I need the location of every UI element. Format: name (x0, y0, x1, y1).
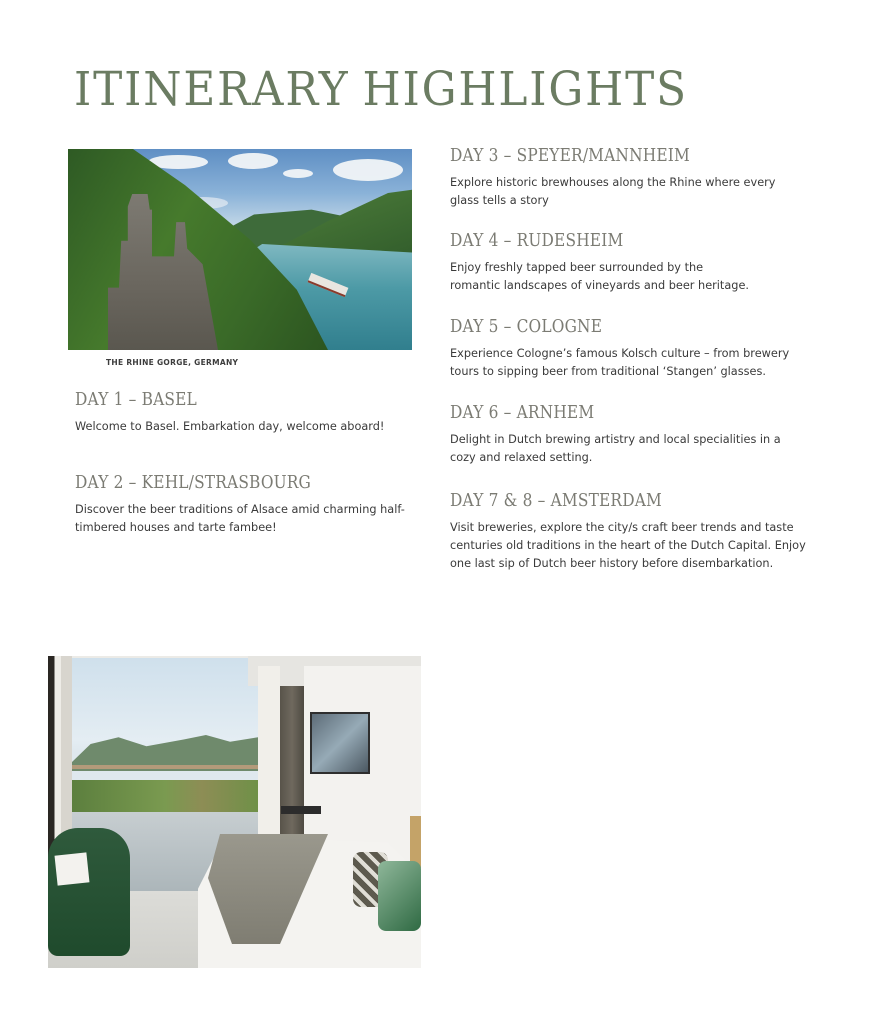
day-title: DAY 1 – BASEL (75, 390, 197, 410)
day-title: DAY 7 & 8 – AMSTERDAM (450, 491, 662, 511)
page-title (74, 62, 688, 117)
day-description: Enjoy freshly tapped beer surrounded by the romantic landscapes of vineyards and beer heritage. (450, 261, 749, 292)
day-description: Explore historic brewhouses along the Rhine where every glass tells a story (450, 176, 776, 207)
day-description: Experience Cologne’s famous Kolsch culture – from brewery tours to sipping beer from traditional ‘Stangen’ glasses. (450, 347, 790, 378)
day-title: DAY 5 – COLOGNE (450, 317, 603, 337)
day-entry-1 (75, 390, 405, 436)
day-entry-6 (450, 403, 810, 467)
page-title-word-1: ITINERARY (74, 62, 350, 117)
day-description: Visit breweries, explore the city/s craft beer trends and taste centuries old traditions in the heart of the Dutch Capital. Enjoy one last sip of Dutch beer history before disembarkation. (450, 521, 806, 570)
day-entry-7-8 (450, 491, 810, 573)
side-table (281, 806, 321, 814)
day-description: Discover the beer traditions of Alsace amid charming half-timbered houses and tarte fambee! (75, 503, 405, 534)
right-curtain (280, 686, 304, 846)
cloud (228, 153, 278, 169)
day-title: DAY 2 – KEHL/STRASBOURG (75, 473, 312, 493)
day-title: DAY 3 – SPEYER/MANNHEIM (450, 146, 690, 166)
balcony-rail (72, 765, 268, 769)
cloud (283, 169, 313, 178)
chair-cushion (55, 852, 90, 885)
day-entry-3 (450, 146, 795, 210)
day-description: Delight in Dutch brewing artistry and local specialities in a cozy and relaxed setting. (450, 433, 781, 464)
day-title: DAY 4 – RUDESHEIM (450, 231, 624, 251)
stateroom-photo (48, 656, 421, 968)
day-title: DAY 6 – ARNHEM (450, 403, 595, 423)
day-entry-4 (450, 231, 750, 295)
cloud (333, 159, 403, 181)
photo-caption: THE RHINE GORGE, GERMANY (106, 358, 239, 367)
wall-tv (310, 712, 370, 774)
day-description: Welcome to Basel. Embarkation day, welcome aboard! (75, 420, 385, 433)
shoreline-trees (72, 780, 258, 812)
page-title-word-2: HIGHLIGHTS (362, 62, 688, 117)
green-armchair (48, 828, 130, 956)
rhine-gorge-photo (68, 149, 412, 350)
day-entry-2 (75, 473, 415, 537)
green-pillow (378, 861, 421, 931)
day-entry-5 (450, 317, 810, 381)
